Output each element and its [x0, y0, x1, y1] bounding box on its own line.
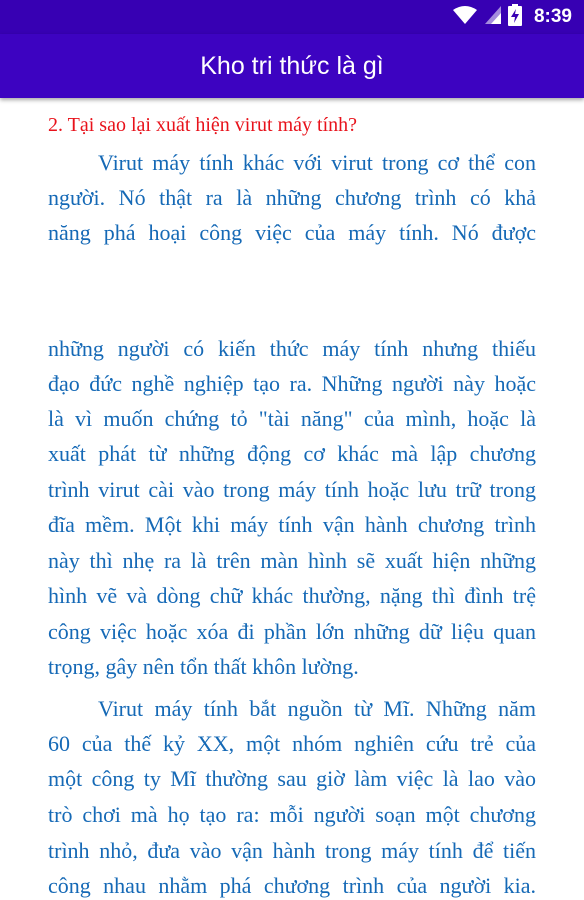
app-bar: [0, 34, 584, 98]
signal-icon: [484, 5, 502, 30]
article-line: công việc hoặc xóa đi phần lớn những dữ liệu quan: [48, 619, 536, 644]
article-line: xuất phát từ những động cơ khác mà lập chương: [48, 441, 536, 466]
article-line: Virut máy tính khác với virut trong cơ thể con: [98, 150, 536, 175]
article-line: những người có kiến thức máy tính nhưng thiếu: [48, 336, 536, 361]
article-content[interactable]: [48, 98, 536, 900]
wifi-icon: [452, 5, 478, 30]
status-bar: [0, 0, 584, 34]
article-line: một công ty Mĩ thường sau giờ làm việc là lao vào: [48, 766, 536, 791]
article-line: này thì nhẹ ra là trên màn hình sẽ xuất hiện những: [48, 548, 536, 573]
article-line: người. Nó thật ra là những chương trình có khả: [48, 185, 536, 210]
article-line: Virut máy tính bắt nguồn từ Mĩ. Những năm: [98, 696, 536, 721]
article-line: trình virut cài vào trong máy tính hoặc lưu trữ trong: [48, 477, 536, 502]
article-line: đạo đức nghề nghiệp tạo ra. Những người này hoặc: [48, 371, 536, 396]
status-time: 8:39: [533, 6, 572, 27]
article-line: 60 của thế kỷ XX, một nhóm nghiên cứu trẻ của: [48, 731, 536, 756]
article-line: trò chơi mà họ tạo ra: mỗi người soạn một chương: [48, 802, 536, 827]
status-icons: [452, 6, 572, 28]
battery-charging-icon: [508, 4, 522, 31]
app-title: Kho tri thức là gì: [200, 51, 384, 80]
article-line: công nhau nhằm phá chương trình của người kia.: [48, 873, 536, 898]
article-line: trình nhỏ, đưa vào vận hành trong máy tính để tiến: [48, 838, 536, 863]
article-line: trọng, gây nên tổn thất khôn lường.: [48, 654, 359, 679]
article-line: là vì muốn chứng tỏ "tài năng" của mình, hoặc là: [48, 406, 536, 431]
article-line: năng phá hoại công việc của máy tính. Nó được: [48, 220, 536, 245]
article-heading: 2. Tại sao lại xuất hiện virut máy tính?: [48, 114, 358, 136]
article-line: hình vẽ và dòng chữ khác thường, nặng thì đình trệ: [48, 583, 536, 608]
article-line: đĩa mềm. Một khi máy tính vận hành chương trình: [48, 512, 536, 537]
